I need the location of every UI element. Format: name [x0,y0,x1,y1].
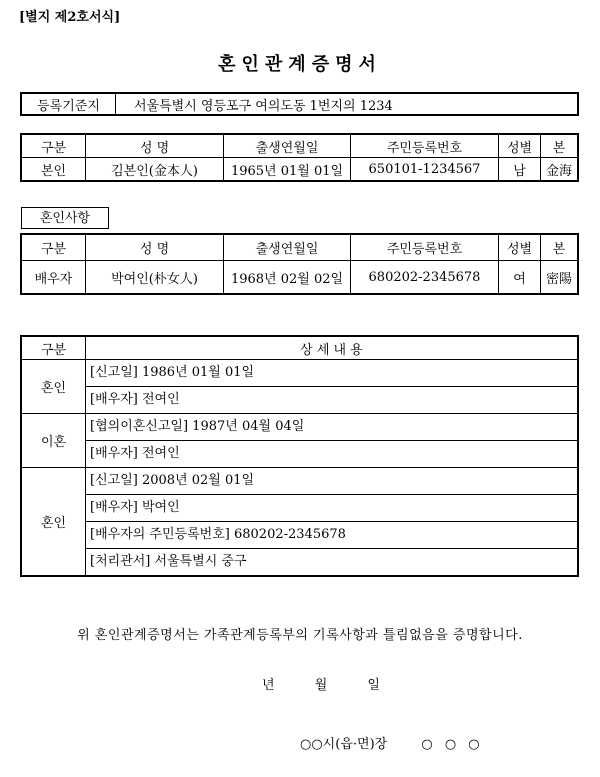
date-year: 년 [262,678,275,693]
table-cell: 1965년 01월 01일 [224,158,351,181]
table-cell: 金海 [541,158,578,181]
table-header: 성별 [499,135,541,158]
table-header: 구분 [22,235,86,261]
table-cell: 본인 [22,158,86,181]
person-data-row [22,158,578,181]
person-table [21,134,578,181]
table-header: 상 세 내 용 [86,337,578,360]
detail-lines [86,360,578,414]
table-cell: 680202-2345678 [351,261,499,294]
table-header: 출생연월일 [224,135,351,158]
official-seal: ○ ○ ○ [421,737,484,752]
detail-line: [배우자] 전여인 [90,446,180,461]
person-header-row [22,135,578,158]
detail-line: [신고일] 2008년 02월 01일 [86,468,577,495]
registration-table [21,93,578,115]
detail-row [22,468,578,576]
detail-table [21,336,578,576]
detail-line: [처리관서] 서울특별시 중구 [90,554,247,569]
detail-lines [86,468,578,576]
table-header: 주민등록번호 [351,135,499,158]
table-cell: 여 [499,261,541,294]
issue-date [262,674,416,693]
issuing-office: ○○시(읍·면)장 [300,737,388,752]
detail-kind: 혼인 [22,468,86,576]
detail-kind: 이혼 [22,414,86,468]
table-header: 본 [541,135,578,158]
detail-row [22,360,578,414]
date-day: 일 [367,678,380,693]
detail-row [22,414,578,468]
detail-header-row [22,337,578,360]
detail-line: [배우자] 전여인 [90,392,180,407]
table-cell: 650101-1234567 [351,158,499,181]
detail-line: [배우자] 박여인 [86,495,577,522]
detail-lines [86,414,578,468]
registration-value: 서울특별시 영등포구 여의도동 1번지의 1234 [116,94,578,115]
spouse-table [21,234,578,294]
page-title: 혼인관계증명서 [218,54,382,75]
detail-kind: 혼인 [22,360,86,414]
table-cell: 남 [499,158,541,181]
table-header: 출생연월일 [224,235,351,261]
date-month: 월 [314,678,328,693]
marriage-section-label: 혼인사항 [21,207,109,229]
table-cell: 김본인(金本人) [86,158,224,181]
table-header: 구분 [22,135,86,158]
table-header: 성 명 [86,135,224,158]
spouse-header-row [22,235,578,261]
table-header: 성 명 [86,235,224,261]
spouse-data-row [22,261,578,294]
table-header: 성별 [499,235,541,261]
detail-line: [신고일] 1986년 01월 01일 [86,360,577,387]
detail-line: [배우자의 주민등록번호] 680202-2345678 [86,522,577,549]
signature-line [300,733,484,752]
certification-statement: 위 혼인관계증명서는 가족관계등록부의 기록사항과 틀림없음을 증명합니다. [77,628,523,643]
table-header: 주민등록번호 [351,235,499,261]
table-header: 본 [541,235,578,261]
registration-label: 등록기준지 [22,94,116,115]
table-cell: 1968년 02월 02일 [224,261,351,294]
table-cell: 박여인(朴女人) [86,261,224,294]
table-header: 구분 [22,337,86,360]
detail-line: [협의이혼신고일] 1987년 04월 04일 [86,414,577,441]
table-cell: 배우자 [22,261,86,294]
form-number: [별지 제2호서식] [19,10,121,25]
table-cell: 密陽 [541,261,578,294]
